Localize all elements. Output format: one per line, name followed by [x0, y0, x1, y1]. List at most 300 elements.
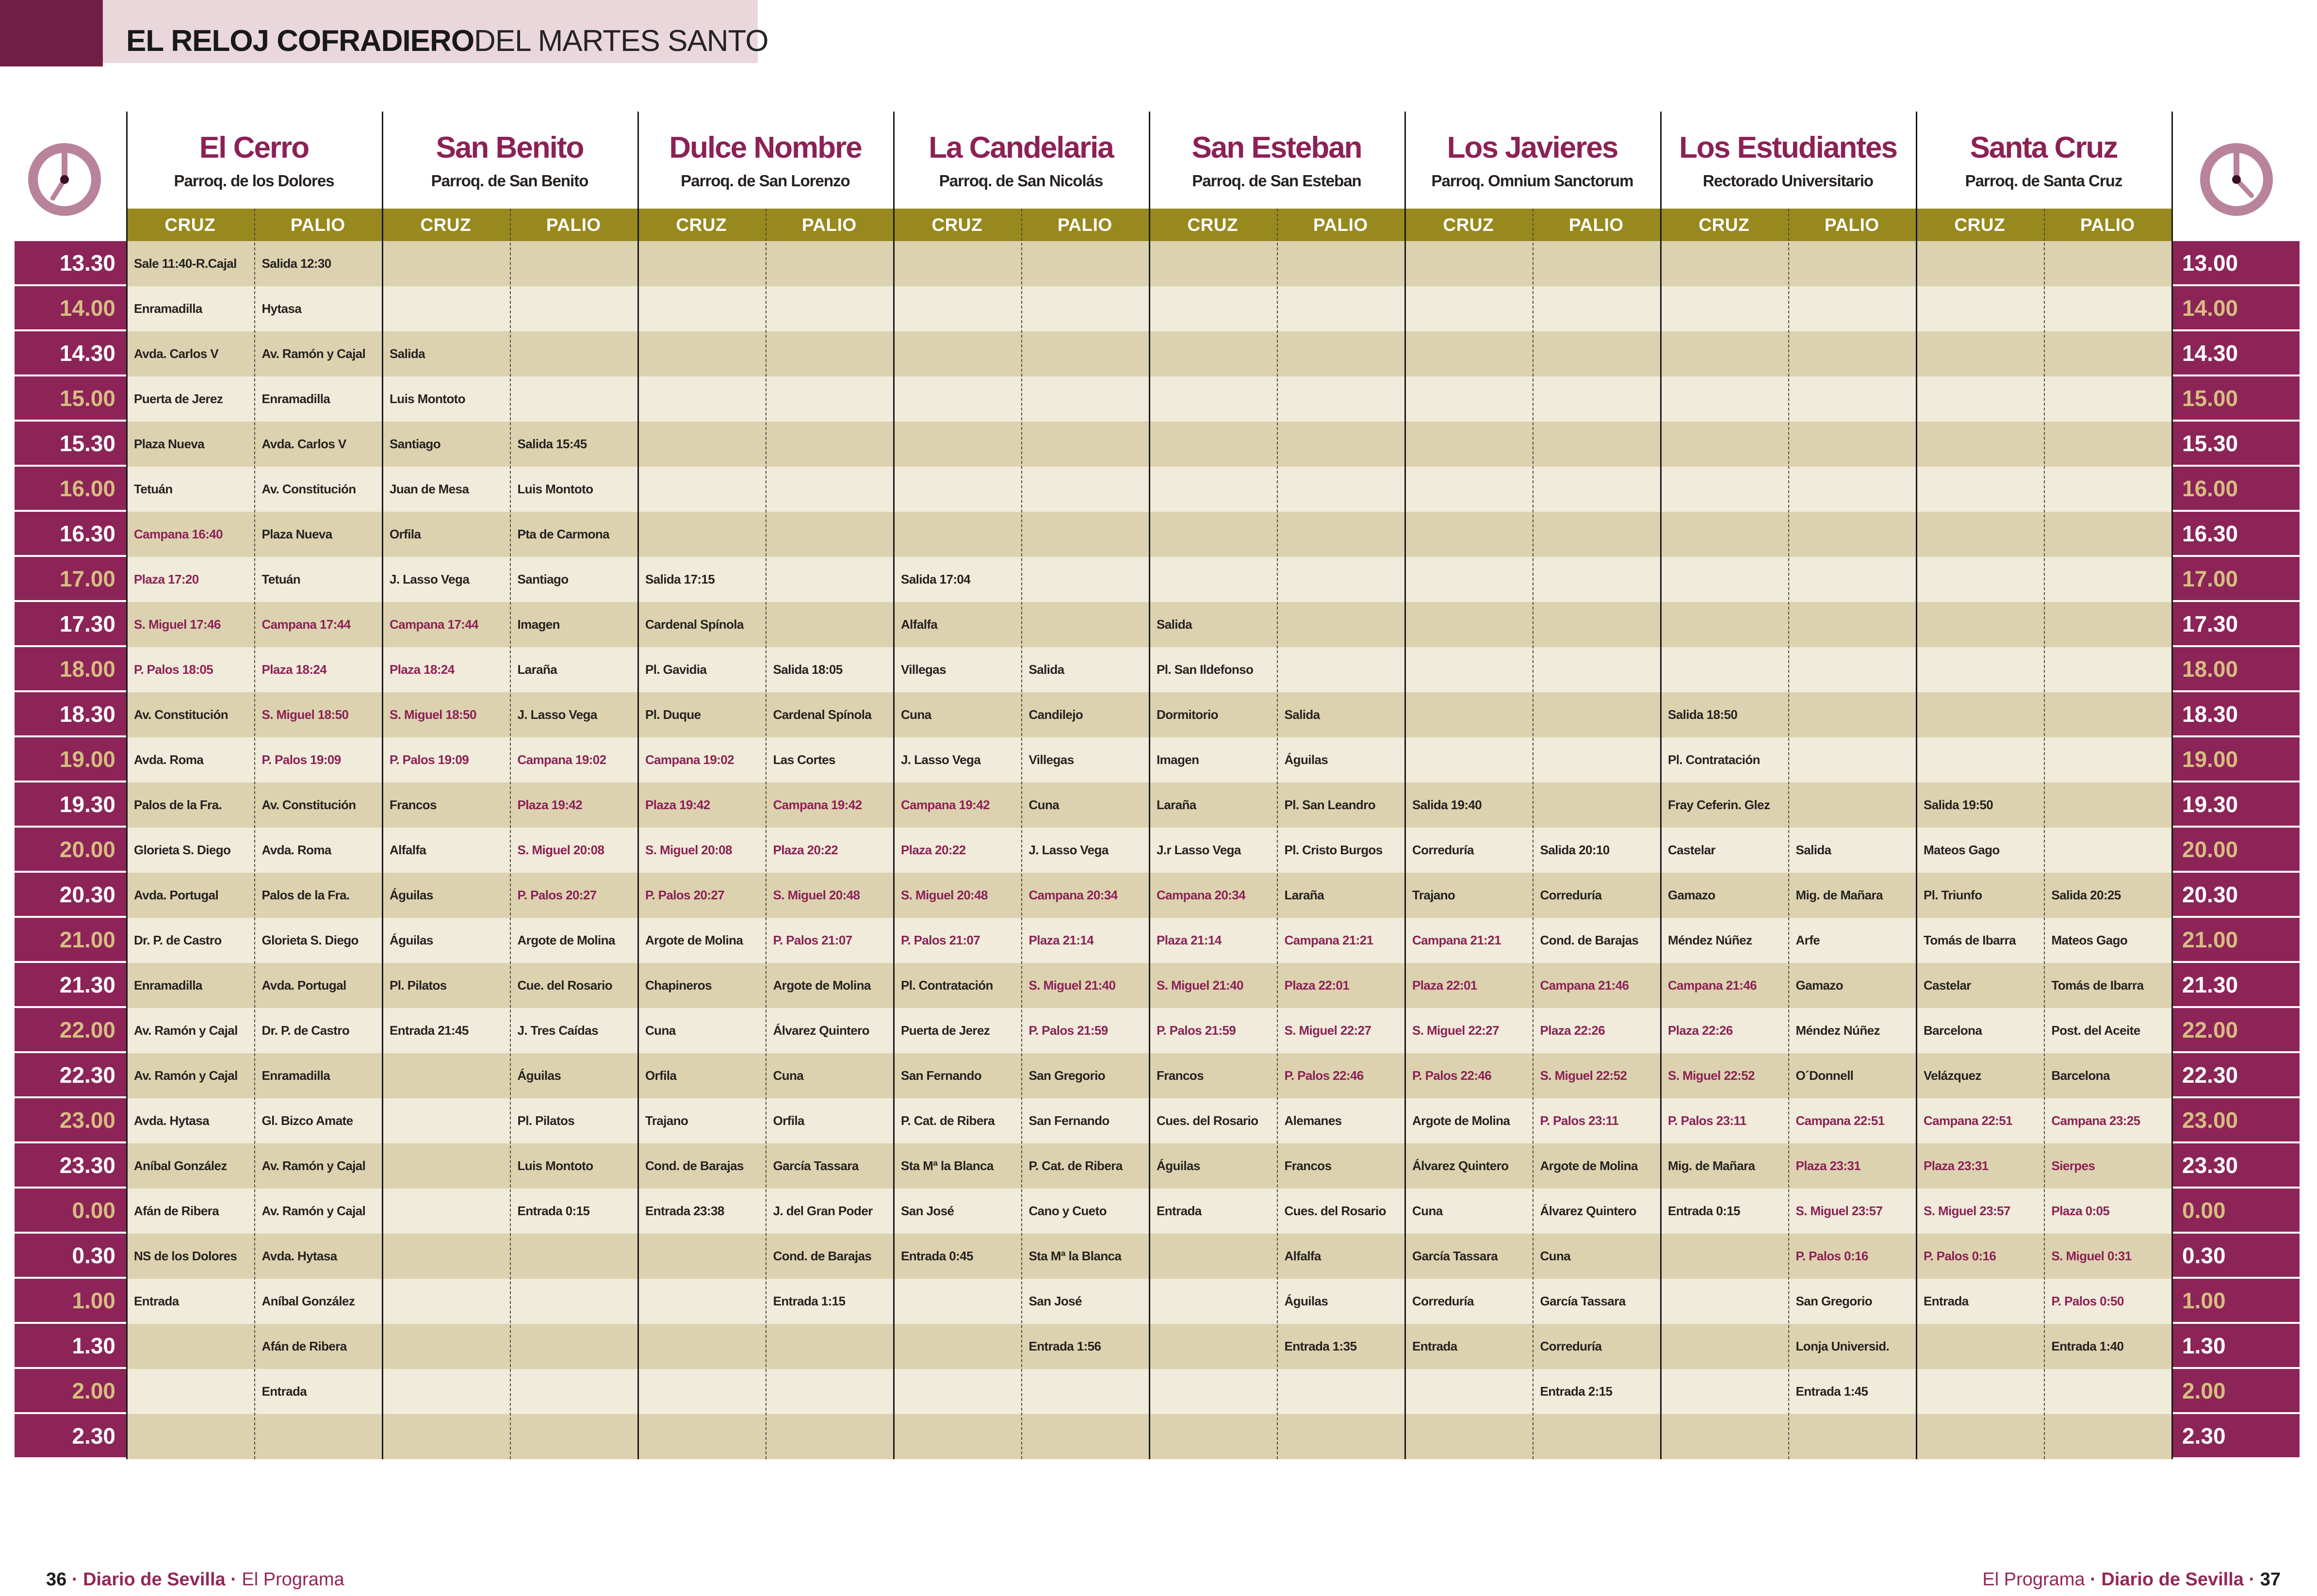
schedule-cell: Salida 15:45 — [510, 422, 638, 467]
schedule-cell: Álvarez Quintero — [1533, 1189, 1661, 1234]
schedule-cell: Enramadilla — [126, 963, 254, 1008]
cruz-palio-label: CRUZ — [1187, 214, 1239, 235]
schedule-cell — [1788, 602, 1916, 647]
schedule-cell: Francos — [1149, 1053, 1277, 1098]
schedule-cell: Plaza 0:05 — [2044, 1189, 2172, 1234]
time-cell-left: 1.30 — [15, 1324, 126, 1369]
time-cell-left: 22.30 — [15, 1053, 126, 1098]
schedule-cell — [766, 376, 894, 422]
schedule-cell — [1916, 286, 2044, 331]
schedule-row — [15, 241, 2300, 286]
schedule-cell: Salida — [382, 331, 510, 376]
schedule-cell — [1788, 647, 1916, 692]
schedule-cell: P. Palos 22:46 — [1404, 1053, 1533, 1098]
schedule-cell — [510, 1279, 638, 1324]
schedule-cell — [1404, 1369, 1533, 1414]
schedule-cell — [1788, 241, 1916, 286]
schedule-cell: Entrada 1:56 — [1021, 1324, 1149, 1369]
schedule-cell: Gl. Bizco Amate — [254, 1098, 382, 1143]
schedule-cell — [1149, 1279, 1277, 1324]
schedule-cell: Plaza 19:42 — [637, 782, 766, 828]
schedule-cell: Entrada — [1916, 1279, 2044, 1324]
time-cell-right: 22.30 — [2171, 1053, 2300, 1098]
schedule-cell: Alemanes — [1277, 1098, 1405, 1143]
cruz-palio-label: PALIO — [1313, 214, 1368, 235]
schedule-cell — [1404, 376, 1533, 422]
schedule-cell: Fray Ceferin. Glez — [1660, 782, 1788, 828]
schedule-cell: García Tassara — [1533, 1279, 1661, 1324]
schedule-row — [15, 557, 2300, 602]
schedule-cell — [637, 1279, 766, 1324]
schedule-cell: San Gregorio — [1788, 1279, 1916, 1324]
parish-name: Parroq. de los Dolores — [174, 171, 334, 190]
schedule-cell: Águilas — [510, 1053, 638, 1098]
schedule-cell: Orfila — [766, 1098, 894, 1143]
schedule-cell — [1277, 376, 1405, 422]
schedule-cell: Tetuán — [126, 467, 254, 512]
clock-tick — [2203, 179, 2209, 180]
schedule-cell — [382, 1143, 510, 1189]
schedule-cell: Plaza 22:01 — [1404, 963, 1533, 1008]
schedule-cell: Cond. de Barajas — [1533, 918, 1661, 963]
footer-brand: Diario de Sevilla — [2101, 1569, 2244, 1590]
schedule-cell: Plaza 17:20 — [126, 557, 254, 602]
schedule-cell: Mateos Gago — [2044, 918, 2172, 963]
schedule-cell: Plaza 18:24 — [382, 647, 510, 692]
schedule-cell: Tomás de Ibarra — [1916, 918, 2044, 963]
schedule-cell — [1149, 557, 1277, 602]
schedule-cell: Aníbal González — [254, 1279, 382, 1324]
schedule-cell — [2044, 737, 2172, 782]
parish-name: Parroq. Omnium Sanctorum — [1431, 171, 1633, 190]
schedule-cell: Entrada 2:15 — [1533, 1369, 1661, 1414]
time-cell-left: 15.30 — [15, 422, 126, 467]
schedule-cell — [637, 422, 766, 467]
schedule-cell: Orfila — [637, 1053, 766, 1098]
cruz-palio-label: PALIO — [546, 214, 601, 235]
schedule-cell — [637, 241, 766, 286]
schedule-row — [15, 422, 2300, 467]
schedule-cell — [382, 241, 510, 286]
schedule-cell — [766, 1369, 894, 1414]
schedule-cell: S. Miguel 22:52 — [1660, 1053, 1788, 1098]
schedule-cell: Av. Constitución — [254, 467, 382, 512]
schedule-cell — [2044, 692, 2172, 737]
schedule-cell — [1533, 737, 1661, 782]
schedule-row — [15, 1414, 2300, 1459]
schedule-cell — [1788, 376, 1916, 422]
schedule-cell — [1788, 331, 1916, 376]
schedule-cell — [1533, 376, 1661, 422]
schedule-cell — [2044, 467, 2172, 512]
schedule-cell: P. Palos 22:46 — [1277, 1053, 1405, 1098]
schedule-cell: Sta Mª la Blanca — [1021, 1234, 1149, 1279]
schedule-cell — [1533, 331, 1661, 376]
time-cell-right: 14.30 — [2171, 331, 2300, 376]
schedule-cell: Avda. Carlos V — [126, 331, 254, 376]
schedule-cell: Salida 20:25 — [2044, 873, 2172, 918]
schedule-cell: Palos de la Fra. — [126, 782, 254, 828]
schedule-cell: Cardenal Spínola — [637, 602, 766, 647]
footer-program: El Programa — [1982, 1569, 2085, 1590]
schedule-cell — [1404, 422, 1533, 467]
schedule-cell: Águilas — [382, 918, 510, 963]
schedule-cell: Dr. P. de Castro — [126, 918, 254, 963]
schedule-cell — [1404, 331, 1533, 376]
schedule-cell — [1788, 692, 1916, 737]
schedule-cell: P. Palos 0:16 — [1916, 1234, 2044, 1279]
schedule-cell: P. Palos 20:27 — [510, 873, 638, 918]
time-cell-left: 22.00 — [15, 1008, 126, 1053]
time-cell-right: 20.00 — [2171, 828, 2300, 873]
schedule-cell — [1404, 737, 1533, 782]
schedule-cell — [1916, 241, 2044, 286]
schedule-cell: Luis Montoto — [382, 376, 510, 422]
schedule-cell: Av. Ramón y Cajal — [254, 1143, 382, 1189]
schedule-cell: San Fernando — [1021, 1098, 1149, 1143]
schedule-cell: Cuna — [1404, 1189, 1533, 1234]
schedule-cell — [1916, 647, 2044, 692]
schedule-cell — [1277, 241, 1405, 286]
schedule-cell: Entrada 23:38 — [637, 1189, 766, 1234]
time-cell-left: 13.30 — [15, 241, 126, 286]
schedule-cell: Méndez Núñez — [1788, 1008, 1916, 1053]
schedule-cell — [1788, 557, 1916, 602]
schedule-row — [15, 782, 2300, 828]
cruz-palio-label: CRUZ — [1954, 214, 2006, 235]
schedule-cell — [1021, 557, 1149, 602]
schedule-cell — [254, 1414, 382, 1459]
schedule-cell — [1788, 467, 1916, 512]
schedule-cell: Plaza 22:01 — [1277, 963, 1405, 1008]
schedule-cell: Campana 23:25 — [2044, 1098, 2172, 1143]
schedule-cell: Mig. de Mañara — [1788, 873, 1916, 918]
schedule-cell: J. Lasso Vega — [382, 557, 510, 602]
schedule-cell — [1660, 467, 1788, 512]
time-cell-left: 0.00 — [15, 1189, 126, 1234]
schedule-cell: Las Cortes — [766, 737, 894, 782]
schedule-cell: Campana 19:02 — [510, 737, 638, 782]
brotherhood-header — [1916, 112, 2171, 209]
schedule-cell — [1660, 331, 1788, 376]
footer-page-number: 37 — [2260, 1569, 2281, 1590]
parish-name: Parroq. de Santa Cruz — [1965, 171, 2122, 190]
schedule-cell — [1533, 241, 1661, 286]
time-cell-left: 2.30 — [15, 1414, 126, 1459]
schedule-cell — [1404, 647, 1533, 692]
time-cell-left: 18.30 — [15, 692, 126, 737]
schedule-cell — [1533, 467, 1661, 512]
schedule-cell: Salida — [1788, 828, 1916, 873]
cruz-palio-label: PALIO — [2080, 214, 2135, 235]
schedule-cell: Entrada — [1404, 1324, 1533, 1369]
schedule-cell: Cano y Cueto — [1021, 1189, 1149, 1234]
time-cell-right: 17.00 — [2171, 557, 2300, 602]
schedule-cell — [637, 1369, 766, 1414]
schedule-cell — [1149, 467, 1277, 512]
schedule-cell: Laraña — [1277, 873, 1405, 918]
clock-tick — [64, 207, 65, 213]
schedule-cell: Arfe — [1788, 918, 1916, 963]
schedule-cell: Velázquez — [1916, 1053, 2044, 1098]
schedule-row — [15, 1279, 2300, 1324]
time-cell-right: 0.30 — [2171, 1234, 2300, 1279]
schedule-cell: J. Lasso Vega — [893, 737, 1021, 782]
schedule-cell: Luis Montoto — [510, 467, 638, 512]
schedule-cell — [1533, 692, 1661, 737]
time-cell-right: 16.00 — [2171, 467, 2300, 512]
schedule-cell — [1916, 737, 2044, 782]
schedule-cell: Salida 20:10 — [1533, 828, 1661, 873]
schedule-cell: Entrada — [254, 1369, 382, 1414]
schedule-cell — [1788, 782, 1916, 828]
time-cell-right: 13.00 — [2171, 241, 2300, 286]
schedule-cell — [1149, 1414, 1277, 1459]
schedule-cell — [1533, 422, 1661, 467]
time-cell-right: 18.30 — [2171, 692, 2300, 737]
schedule-cell — [1021, 467, 1149, 512]
schedule-cell — [2044, 241, 2172, 286]
schedule-cell: San José — [1021, 1279, 1149, 1324]
schedule-cell — [1149, 286, 1277, 331]
schedule-cell: Dr. P. de Castro — [254, 1008, 382, 1053]
schedule-cell — [1021, 602, 1149, 647]
brotherhood-header — [126, 112, 382, 209]
schedule-cell — [510, 241, 638, 286]
schedule-cell — [766, 422, 894, 467]
schedule-cell — [1404, 1414, 1533, 1459]
schedule-cell: Francos — [382, 782, 510, 828]
schedule-cell — [1021, 1369, 1149, 1414]
schedule-cell — [893, 1369, 1021, 1414]
footer-program: El Programa — [242, 1569, 344, 1590]
schedule-cell — [1149, 1369, 1277, 1414]
schedule-cell: Glorieta S. Diego — [254, 918, 382, 963]
schedule-cell: Argote de Molina — [510, 918, 638, 963]
schedule-cell — [1149, 1234, 1277, 1279]
schedule-cell — [1404, 512, 1533, 557]
schedule-row — [15, 602, 2300, 647]
schedule-cell: J. del Gran Poder — [766, 1189, 894, 1234]
schedule-cell: Avda. Portugal — [254, 963, 382, 1008]
schedule-cell — [1916, 331, 2044, 376]
schedule-cell — [382, 1414, 510, 1459]
schedule-cell — [2044, 512, 2172, 557]
footer-separator: · — [2090, 1569, 2096, 1590]
schedule-cell — [1660, 422, 1788, 467]
schedule-row — [15, 692, 2300, 737]
schedule-cell — [1660, 1324, 1788, 1369]
footer-brand: Diario de Sevilla — [83, 1569, 226, 1590]
schedule-cell — [1021, 1414, 1149, 1459]
schedule-cell — [1660, 376, 1788, 422]
schedule-cell: Plaza Nueva — [126, 422, 254, 467]
schedule-cell: Francos — [1277, 1143, 1405, 1189]
schedule-cell: S. Miguel 20:08 — [637, 828, 766, 873]
schedule-cell — [2044, 557, 2172, 602]
schedule-cell: P. Palos 0:16 — [1788, 1234, 1916, 1279]
schedule-cell: Sierpes — [2044, 1143, 2172, 1189]
schedule-cell: Campana 17:44 — [254, 602, 382, 647]
time-cell-right: 22.00 — [2171, 1008, 2300, 1053]
schedule-row — [15, 1098, 2300, 1143]
cruz-palio-label: CRUZ — [420, 214, 472, 235]
schedule-cell: O´Donnell — [1788, 1053, 1916, 1098]
schedule-cell: Campana 20:34 — [1021, 873, 1149, 918]
schedule-cell: Cond. de Barajas — [637, 1143, 766, 1189]
schedule-cell: Salida — [1277, 692, 1405, 737]
brotherhood-name: San Esteban — [1191, 130, 1362, 164]
time-cell-right: 19.30 — [2171, 782, 2300, 828]
schedule-cell — [766, 467, 894, 512]
schedule-row — [15, 1008, 2300, 1053]
schedule-cell: Castelar — [1660, 828, 1788, 873]
schedule-cell — [1533, 1414, 1661, 1459]
footer-separator: · — [2249, 1569, 2255, 1590]
schedule-cell — [382, 1053, 510, 1098]
schedule-cell: Santiago — [510, 557, 638, 602]
schedule-row — [15, 1189, 2300, 1234]
schedule-cell — [1021, 241, 1149, 286]
schedule-cell: S. Miguel 23:57 — [1916, 1189, 2044, 1234]
schedule-cell — [1916, 467, 2044, 512]
schedule-cell: San Fernando — [893, 1053, 1021, 1098]
schedule-cell — [1277, 467, 1405, 512]
schedule-cell: Argote de Molina — [1404, 1098, 1533, 1143]
schedule-cell — [637, 1234, 766, 1279]
time-cell-right: 23.30 — [2171, 1143, 2300, 1189]
schedule-cell: Cue. del Rosario — [510, 963, 638, 1008]
schedule-cell: Correduría — [1404, 828, 1533, 873]
schedule-cell — [1788, 737, 1916, 782]
schedule-cell: Pl. Pilatos — [382, 963, 510, 1008]
schedule-cell — [1660, 286, 1788, 331]
schedule-cell: S. Miguel 21:40 — [1021, 963, 1149, 1008]
schedule-cell: Entrada 1:15 — [766, 1279, 894, 1324]
schedule-cell: NS de los Dolores — [126, 1234, 254, 1279]
schedule-cell — [1660, 1369, 1788, 1414]
clock-tick — [2264, 179, 2270, 180]
schedule-cell: Enramadilla — [254, 1053, 382, 1098]
schedule-cell: Alfalfa — [382, 828, 510, 873]
schedule-cell: Plaza 20:22 — [893, 828, 1021, 873]
schedule-cell: Luis Montoto — [510, 1143, 638, 1189]
schedule-cell: Pl. Contratación — [893, 963, 1021, 1008]
brotherhood-header — [1404, 112, 1660, 209]
schedule-cell: Post. del Aceite — [2044, 1008, 2172, 1053]
schedule-cell — [766, 512, 894, 557]
schedule-cell: Villegas — [1021, 737, 1149, 782]
schedule-cell — [637, 467, 766, 512]
schedule-cell: Entrada 1:35 — [1277, 1324, 1405, 1369]
brotherhood-name: El Cerro — [199, 130, 309, 164]
schedule-cell: Puerta de Jerez — [126, 376, 254, 422]
time-cell-left: 21.30 — [15, 963, 126, 1008]
schedule-cell: Plaza Nueva — [254, 512, 382, 557]
schedule-cell — [893, 422, 1021, 467]
brotherhood-name: San Benito — [436, 130, 584, 164]
clock-tick — [2235, 207, 2237, 213]
schedule-cell — [1404, 286, 1533, 331]
masthead-banner — [103, 0, 768, 63]
schedule-cell: S. Miguel 18:50 — [382, 692, 510, 737]
schedule-cell — [1277, 602, 1405, 647]
time-cell-right: 18.00 — [2171, 647, 2300, 692]
schedule-cell: Imagen — [510, 602, 638, 647]
schedule-cell: Av. Constitución — [126, 692, 254, 737]
schedule-cell: Águilas — [382, 873, 510, 918]
schedule-cell — [382, 1234, 510, 1279]
schedule-cell: P. Palos 0:50 — [2044, 1279, 2172, 1324]
schedule-cell: Cuna — [1021, 782, 1149, 828]
schedule-row — [15, 1053, 2300, 1098]
schedule-cell: Entrada 0:15 — [1660, 1189, 1788, 1234]
schedule-cell: Campana 16:40 — [126, 512, 254, 557]
schedule-row — [15, 918, 2300, 963]
brotherhood-name: Dulce Nombre — [669, 130, 862, 164]
time-cell-left: 23.30 — [15, 1143, 126, 1189]
schedule-cell: Águilas — [1277, 1279, 1405, 1324]
clock-icon — [2200, 143, 2273, 216]
schedule-cell — [2044, 422, 2172, 467]
schedule-cell — [1533, 647, 1661, 692]
time-cell-right: 15.00 — [2171, 376, 2300, 422]
time-cell-left: 14.00 — [15, 286, 126, 331]
schedule-cell: Entrada 0:45 — [893, 1234, 1021, 1279]
schedule-cell: Av. Ramón y Cajal — [126, 1053, 254, 1098]
schedule-cell: Entrada — [126, 1279, 254, 1324]
schedule-cell — [1533, 557, 1661, 602]
page-title-rest: DEL MARTES SANTO — [474, 24, 768, 58]
schedule-cell: Enramadilla — [254, 376, 382, 422]
cruz-palio-label: PALIO — [1824, 214, 1879, 235]
schedule-cell: Avda. Portugal — [126, 873, 254, 918]
schedule-cell: P. Cat. de Ribera — [893, 1098, 1021, 1143]
schedule-cell: Águilas — [1277, 737, 1405, 782]
schedule-cell: Av. Ramón y Cajal — [126, 1008, 254, 1053]
schedule-cell: P. Palos 18:05 — [126, 647, 254, 692]
schedule-row — [15, 286, 2300, 331]
schedule-cell — [637, 1414, 766, 1459]
schedule-cell — [1916, 557, 2044, 602]
schedule-cell: P. Palos 19:09 — [382, 737, 510, 782]
schedule-cell: Laraña — [1149, 782, 1277, 828]
brotherhood-header — [1660, 112, 1916, 209]
time-cell-right: 14.00 — [2171, 286, 2300, 331]
schedule-cell — [1916, 422, 2044, 467]
schedule-cell: Trajano — [637, 1098, 766, 1143]
schedule-cell — [126, 1414, 254, 1459]
schedule-cell — [893, 331, 1021, 376]
schedule-cell — [2044, 376, 2172, 422]
schedule-cell — [766, 1414, 894, 1459]
schedule-cell — [766, 602, 894, 647]
schedule-cell — [126, 1369, 254, 1414]
schedule-cell: Salida 17:04 — [893, 557, 1021, 602]
schedule-cell: Cues. del Rosario — [1277, 1189, 1405, 1234]
schedule-cell: Salida 19:40 — [1404, 782, 1533, 828]
schedule-cell — [1916, 1324, 2044, 1369]
parish-name: Parroq. de San Lorenzo — [681, 171, 850, 190]
schedule-cell: Pl. Triunfo — [1916, 873, 2044, 918]
schedule-cell: Cuna — [893, 692, 1021, 737]
schedule-cell: Orfila — [382, 512, 510, 557]
schedule-cell — [1277, 422, 1405, 467]
parish-name: Rectorado Universitario — [1702, 171, 1874, 190]
schedule-cell — [1277, 557, 1405, 602]
schedule-cell — [510, 331, 638, 376]
time-cell-left: 0.30 — [15, 1234, 126, 1279]
